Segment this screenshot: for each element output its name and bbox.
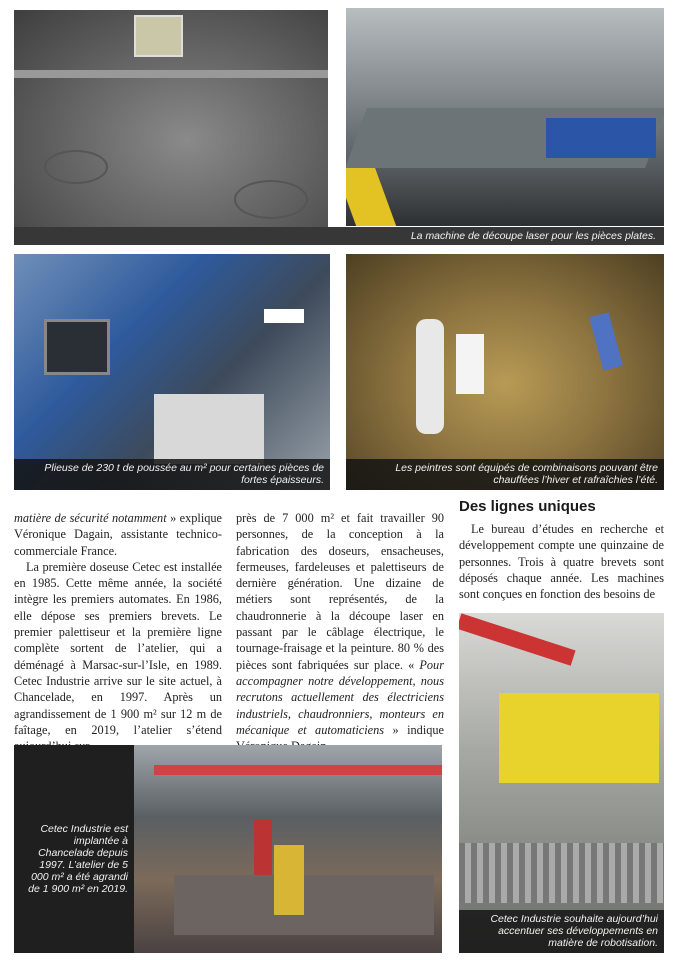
quote-text: matière de sécurité notamment bbox=[14, 511, 167, 525]
body-text: » explique Véronique Dagain, assistante technico-commerciale France. bbox=[14, 511, 223, 558]
paragraph bbox=[14, 510, 222, 559]
laser-mark-shape bbox=[44, 150, 108, 184]
rail-shape bbox=[14, 70, 328, 78]
caption-paint: Les peintres sont équipés de combinaisons pouvant être chauffées l’hiver et rafraîchies l’été. bbox=[346, 459, 664, 490]
body-text: près de 7 000 m² et fait travailler 90 personnes, de la conception à la fabrication des doseurs, ensacheuses, fermeuses, fardeleuses et palettiseurs de dernière génération. Une dizaine de métiers sont représentés, de la chaudronnerie à la découpe laser en passant par le câblage électrique, le tournage-fraisage et la peinture. 80 % des pièces sont fabriquées sur place. « bbox=[236, 511, 444, 672]
paragraph bbox=[236, 510, 444, 754]
control-panel-shape bbox=[134, 15, 183, 57]
conveyor-shape bbox=[459, 843, 664, 903]
yellow-line-shape bbox=[346, 168, 397, 226]
laser-mark-shape bbox=[234, 180, 308, 219]
caption-laser: La machine de découpe laser pour les pièces plates. bbox=[14, 227, 664, 245]
blue-part-shape bbox=[589, 312, 623, 370]
blue-table-shape bbox=[546, 118, 656, 158]
photo-laser-tables bbox=[346, 8, 664, 226]
section-heading: Des lignes uniques bbox=[459, 498, 596, 515]
painter-shape bbox=[416, 319, 444, 434]
body-text: » indique bbox=[392, 722, 444, 737]
crane-shape bbox=[154, 765, 442, 775]
article-column-2 bbox=[236, 510, 444, 754]
paragraph: La première doseuse Cetec est installée en 1985. Cette même année, la société intègre les premiers automates. En 1986, elle dépose ses premiers brevets. Le premier palettiseur et la première ligne complète sortent de l’atelier, qui a déménagé à Marsac-sur-l’Isle, en 1989. Cetec Industrie arrive sur le site actuel, à Chancelade, en 1997. Après un agrandissement de 1 900 m² sur 12 m de faîtage, en 2019, l’atelier s’étend bbox=[14, 559, 222, 737]
yellow-gripper-shape bbox=[499, 693, 659, 783]
machines-shape bbox=[174, 875, 434, 935]
quote-text: Pour accompagner notre développement, nous recrutons actuellement des électriciens industriels, chaudronniers, monteurs en mécanique et automaticiens bbox=[236, 657, 444, 737]
article-column-1 bbox=[14, 510, 222, 754]
photo-robot-palletizer bbox=[459, 613, 664, 953]
photo-press-brake bbox=[14, 254, 330, 490]
article-column-3 bbox=[459, 521, 664, 602]
machine-block-shape bbox=[154, 394, 264, 464]
panel-shape bbox=[456, 334, 484, 394]
photo-paint-booth bbox=[346, 254, 664, 490]
warning-label-shape bbox=[264, 309, 304, 323]
photo-laser-interior bbox=[14, 10, 328, 227]
red-arm-shape bbox=[459, 613, 576, 665]
screen-shape bbox=[44, 319, 110, 375]
caption-hall: Cetec Industrie est implantée à Chancelade depuis 1997. L’atelier de 5 000 m² a été agrandi de 1 900 m² en 2019. bbox=[14, 745, 134, 953]
caption-press: Plieuse de 230 t de poussée au m² pour certaines pièces de fortes épaisseurs. bbox=[14, 459, 330, 490]
caption-robot: Cetec Industrie souhaite aujourd’hui accentuer ses développements en matière de robotisation. bbox=[459, 910, 664, 953]
yellow-frame-shape bbox=[274, 845, 304, 915]
paragraph: Le bureau d’études en recherche et développement compte une quinzaine de personnes. Trois à quatre brevets sont déposés chaque année. Les machines sont conçues en fonction des besoins de bbox=[459, 522, 664, 602]
